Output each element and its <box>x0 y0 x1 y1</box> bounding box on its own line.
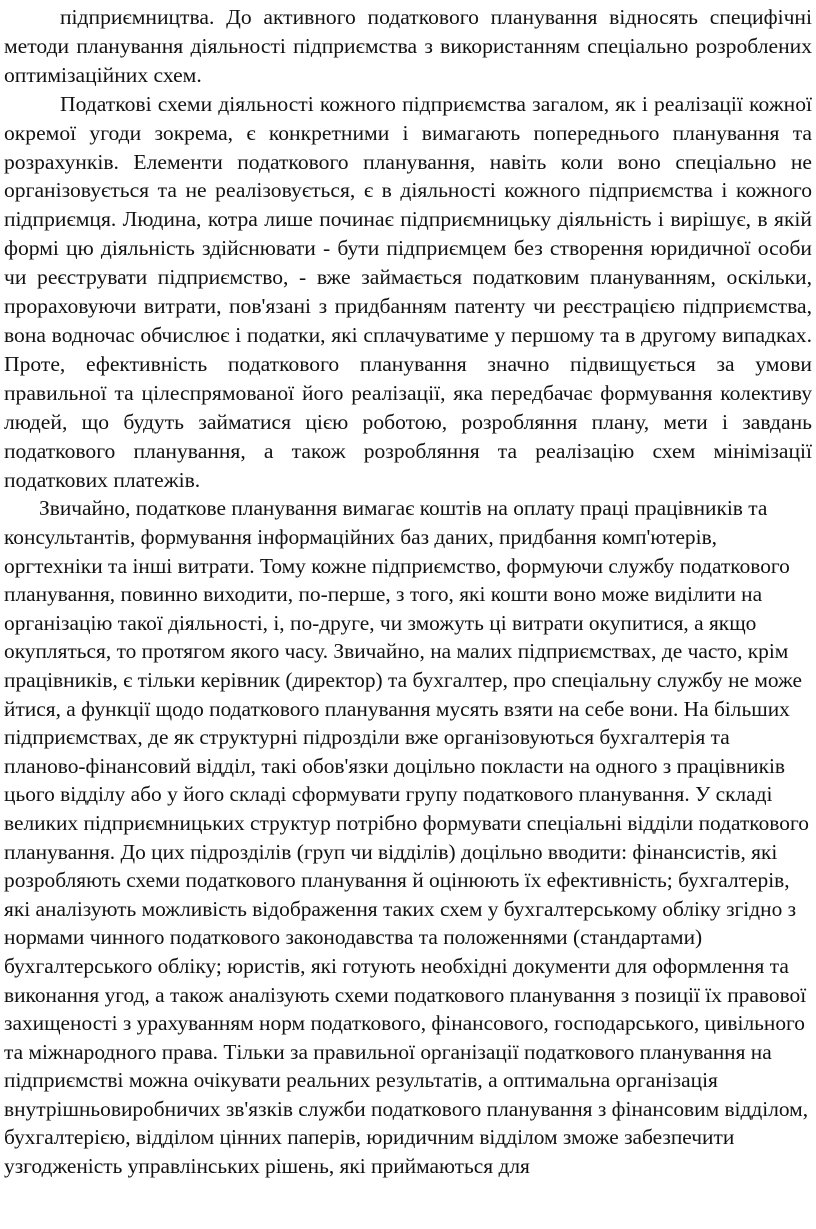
paragraph-tax-planning-costs: Звичайно, податкове планування вимагає коштів на оплату праці працівників та консультантів, формування інформаційних баз даних, придбання комп'ютерів, оргтехніки та інші витрати. Тому кожне підприємство, формуючи службу податкового планування, повинно виходити, по-перше, з того, які кошти воно може виділити на організацію такої діяльності, і, по-друге, чи зможуть ці витрати окупитися, а якщо окупляться, то протягом якого часу. Звичайно, на малих підприємствах, де часто, крім працівників, є тільки керівник (директор) та бухгалтер, про спеціальну службу не може йтися, а функції щодо податкового планування мусять взяти на себе вони. На більших підприємствах, де як структурні підрозділи вже організовуються бухгалтерія та планово-фінансовий відділ, такі обов'язки доцільно покласти на одного з працівників цього відділу або у його складі сформувати групу податкового планування. У складі великих підприємницьких структур потрібно формувати спеціальні відділи податкового планування. До цих підрозділів (груп чи відділів) доцільно вводити: фінансистів, які розробляють схеми податкового планування й оцінюють їх ефективність; бухгалтерів, які аналізують можливість відображення таких схем у бухгалтерському обліку згідно з нормами чинного податкового законодавства та положеннями (стандартами) бухгалтерського обліку; юристів, які готують необхідні документи для оформлення та виконання угод, а також аналізують схеми податкового планування з позиції їх правової захищеності з урахуванням норм податкового, фінансового, господарського, цивільного та міжнародного права. Тільки за правильної організації податкового планування на підприємстві можна очікувати реальних результатів, а оптимальна організація внутрішньовиробничих зв'язків служби податкового планування з фінансовим відділом, бухгалтерією, відділом цінних паперів, юридичним відділом зможе забезпечити узгодженість управлінських рішень, які приймаються для <box>4 496 809 1179</box>
paragraph-continued: підприємництва. До активного податкового планування відносять специфічні методи планування діяльності підприємства з використанням спеціально розроблених оптимізаційних схем. <box>4 5 812 87</box>
paragraph-tax-schemes: Податкові схеми діяльності кожного підприємства загалом, як і реалізації кожної окремої угоди зокрема, є конкретними і вимагають попереднього планування та розрахунків. Елементи податкового планування, навіть коли воно спеціально не організовується та не реалізовується, є в діяльності кожного підприємства і кожного підприємця. Людина, котра лише починає підприємницьку діяльність і вирішує, в якій формі цю діяльність здійснювати - бути підприємцем без створення юридичної особи чи реєструвати підприємство, - вже займається податковим плануванням, оскільки, прораховуючи витрати, пов'язані з придбанням патенту чи реєстрацією підприємства, вона водночас обчислює і податки, які сплачуватиме у першому та в другому випадках. Проте, ефективність податкового планування значно підвищується за умови правильної та цілеспрямованої його реалізації, яка передбачає формування колективу людей, що будуть займатися цією роботою, розробляння плану, мети і завдань податкового планування, а також розробляння та реалізацію схем мінімізації податкових платежів. <box>4 91 812 492</box>
